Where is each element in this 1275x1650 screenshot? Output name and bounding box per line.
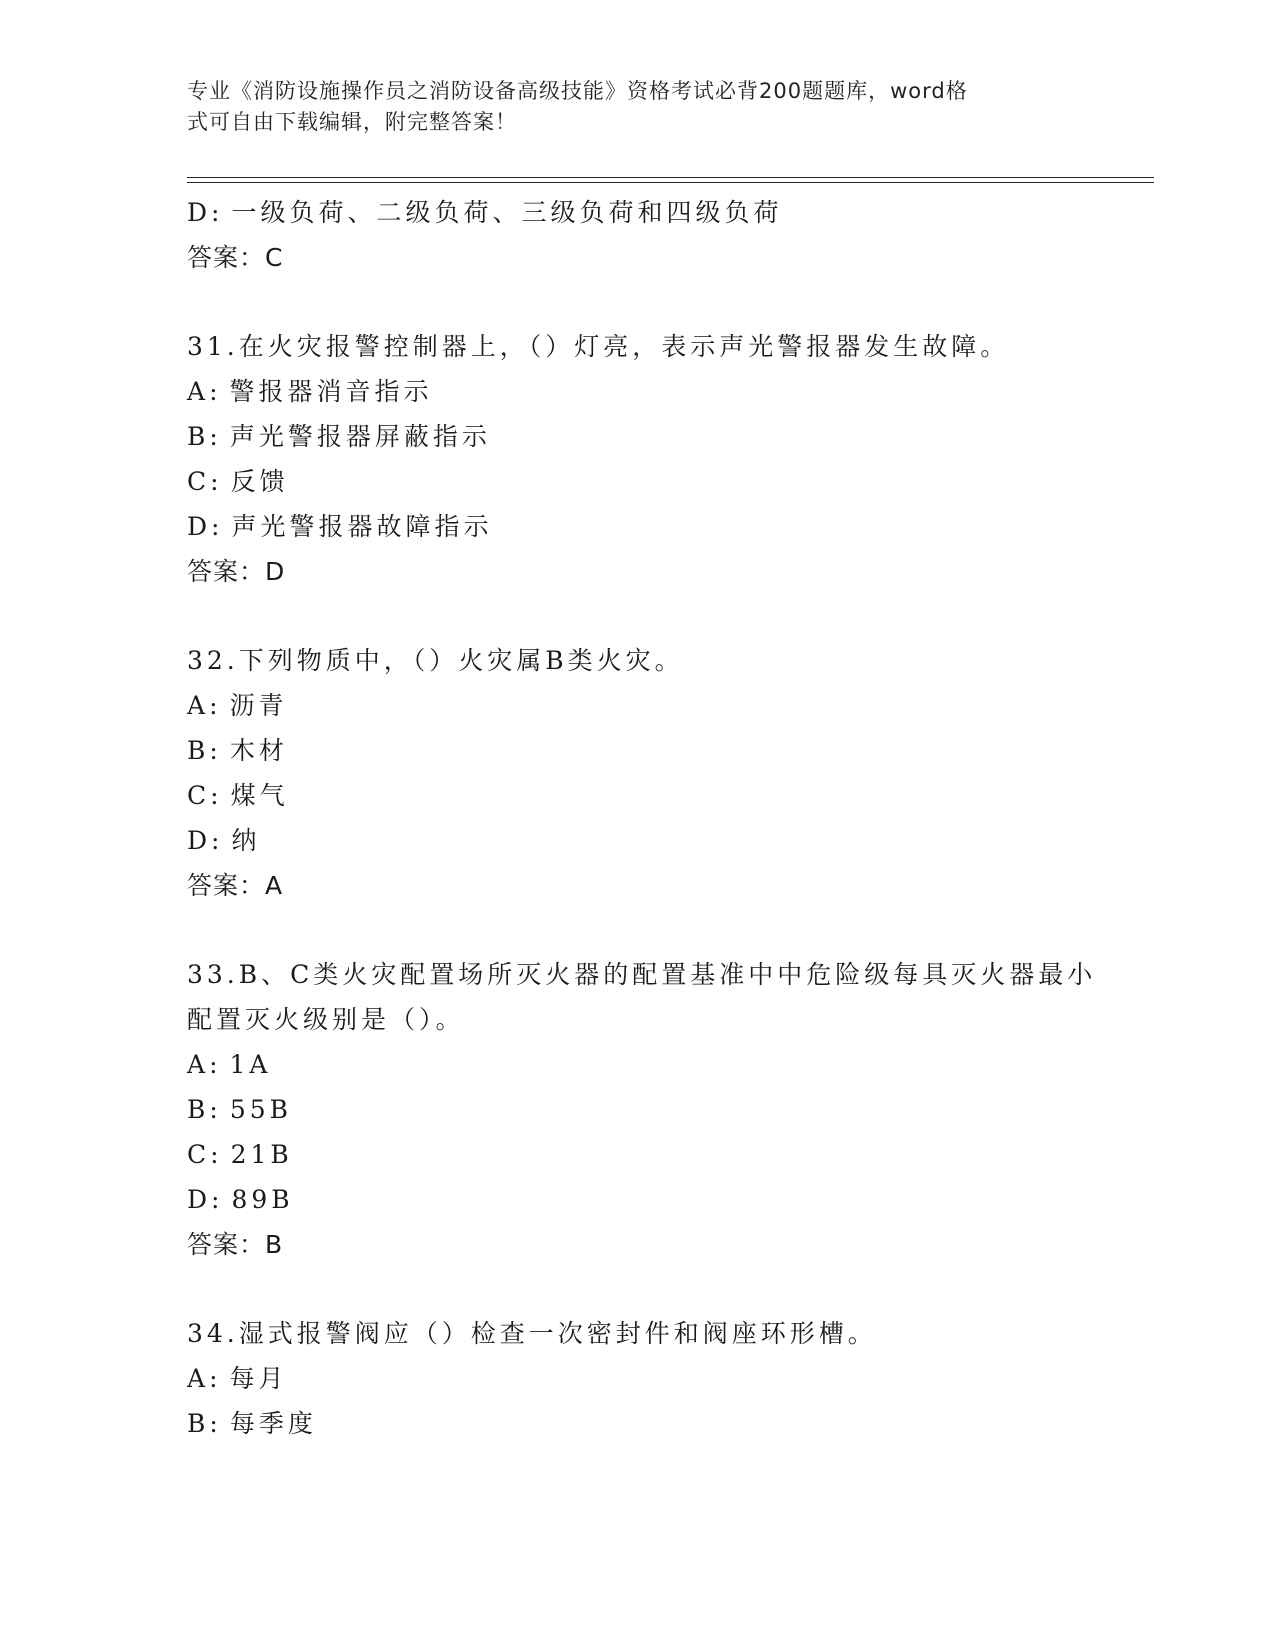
option-text: 1A — [229, 1050, 272, 1079]
option-b: B: 55B — [187, 1095, 292, 1124]
question-stem-line: 32.下列物质中，（）火灾属B类火灾。 — [187, 646, 684, 675]
option-b: B: 声光警报器屏蔽指示 — [187, 422, 491, 451]
question-stem-line: 34.湿式报警阀应（）检查一次密封件和阀座环形槽。 — [187, 1319, 877, 1348]
option-text: 声光警报器屏蔽指示 — [229, 422, 491, 451]
answer-line: 答案：C — [187, 243, 284, 272]
answer-line: 答案：D — [187, 557, 286, 586]
question-stem-line: 31.在火灾报警控制器上，（）灯亮，表示声光警报器发生故障。 — [187, 332, 1010, 361]
option-a: A: 1A — [187, 1050, 272, 1079]
option-text: 声光警报器故障指示 — [231, 512, 493, 541]
question-stem-line: 配置灭火级别是（）。 — [187, 1005, 465, 1034]
option-c: C: 煤气 — [187, 781, 289, 810]
option-text: 沥青 — [229, 691, 288, 720]
option-d: D: 声光警报器故障指示 — [187, 512, 493, 541]
option-text: 煤气 — [230, 781, 289, 810]
option-text: 每月 — [229, 1364, 288, 1393]
option-key: C — [187, 781, 211, 810]
answer-line: 答案：B — [187, 1230, 284, 1259]
question-block — [187, 1311, 1107, 1446]
option-text: 一级负荷、二级负荷、三级负荷和四级负荷 — [231, 198, 783, 227]
question-stem-line: 33.B、C类火灾配置场所灭火器的配置基准中中危险级每具灭火器最小 — [187, 960, 1097, 989]
option-key: B — [187, 422, 210, 451]
option-key: D — [187, 826, 212, 855]
document-header — [187, 76, 1067, 138]
option-text: 反馈 — [230, 467, 289, 496]
question-list — [187, 190, 1107, 1446]
option-key: B — [187, 1409, 210, 1438]
option-a: A: 每月 — [187, 1364, 288, 1393]
option-text: 每季度 — [229, 1409, 317, 1438]
question-block — [187, 638, 1107, 908]
option-key: C — [187, 1140, 211, 1169]
option-a: A: 警报器消音指示 — [187, 377, 433, 406]
option-text: 21B — [230, 1140, 293, 1169]
header-line-1: 专业《消防设施操作员之消防设备高级技能》资格考试必背200题题库，word格 — [187, 79, 968, 103]
option-key: A — [187, 1364, 210, 1393]
option-d: D: 一级负荷、二级负荷、三级负荷和四级负荷 — [187, 198, 783, 227]
option-text: 纳 — [231, 826, 261, 855]
option-key: C — [187, 467, 211, 496]
option-c: C: 21B — [187, 1140, 293, 1169]
question-stem — [187, 324, 1107, 369]
questions-container — [187, 324, 1107, 1446]
question-stem — [187, 952, 1107, 1042]
carryover-question-tail — [187, 190, 1107, 280]
question-stem — [187, 638, 1107, 683]
option-key: D — [187, 512, 212, 541]
option-c: C: 反馈 — [187, 467, 289, 496]
option-key: A — [187, 1050, 210, 1079]
option-b: B: 每季度 — [187, 1409, 317, 1438]
option-b: B: 木材 — [187, 736, 288, 765]
question-block — [187, 324, 1107, 594]
option-d: D: 纳 — [187, 826, 261, 855]
header-divider-top — [187, 177, 1154, 178]
option-key: B — [187, 736, 210, 765]
header-divider-bottom — [187, 182, 1154, 183]
option-key: B — [187, 1095, 210, 1124]
option-a: A: 沥青 — [187, 691, 288, 720]
option-key: A — [187, 377, 210, 406]
answer-line: 答案：A — [187, 871, 284, 900]
option-key: D — [187, 198, 212, 227]
question-stem — [187, 1311, 1107, 1356]
option-d: D: 89B — [187, 1185, 294, 1214]
option-key: A — [187, 691, 210, 720]
option-text: 木材 — [229, 736, 288, 765]
option-text: 警报器消音指示 — [229, 377, 433, 406]
option-text: 55B — [229, 1095, 292, 1124]
option-key: D — [187, 1185, 212, 1214]
option-text: 89B — [231, 1185, 294, 1214]
header-line-2: 式可自由下载编辑，附完整答案！ — [187, 110, 517, 134]
question-block — [187, 952, 1107, 1267]
